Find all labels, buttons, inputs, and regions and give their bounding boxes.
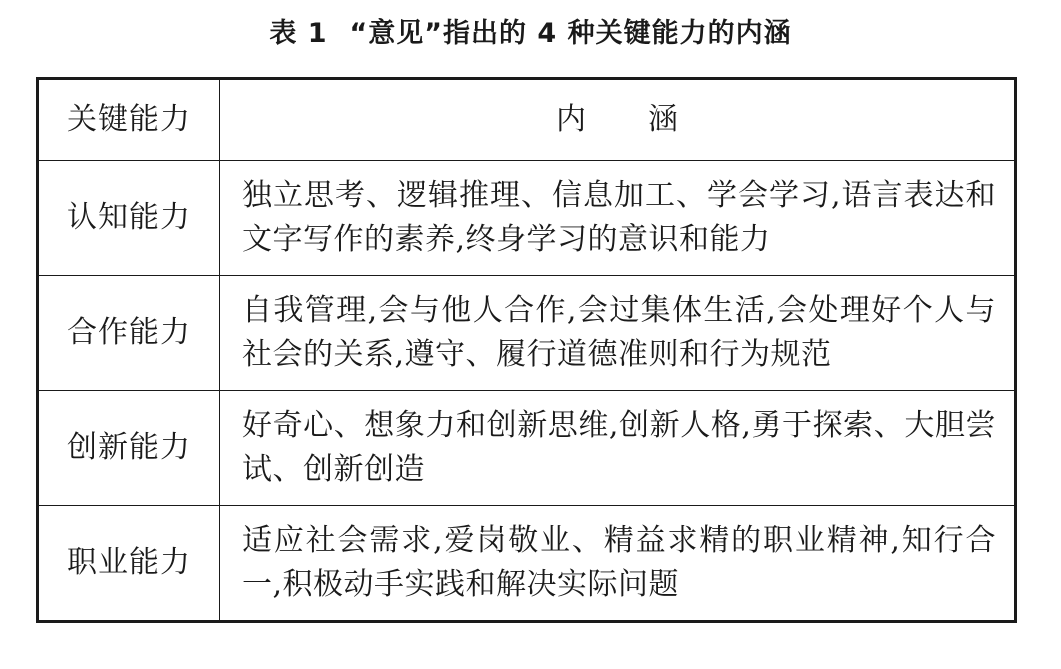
table-title: “意见”指出的 4 种关键能力的内涵 bbox=[349, 18, 792, 49]
table-row bbox=[38, 161, 1016, 276]
table-row bbox=[38, 276, 1016, 391]
ability-meaning: 独立思考、逻辑推理、信息加工、学会学习,语言表达和文字写作的素养,终身学习的意识和能力 bbox=[220, 161, 1016, 276]
ability-name: 职业能力 bbox=[38, 506, 220, 622]
ability-name: 合作能力 bbox=[38, 276, 220, 391]
ability-meaning: 自我管理,会与他人合作,会过集体生活,会处理好个人与社会的关系,遵守、履行道德准则和行为规范 bbox=[220, 276, 1016, 391]
ability-meaning: 好奇心、想象力和创新思维,创新人格,勇于探索、大胆尝试、创新创造 bbox=[220, 391, 1016, 506]
ability-meaning: 适应社会需求,爱岗敬业、精益求精的职业精神,知行合一,积极动手实践和解决实际问题 bbox=[220, 506, 1016, 622]
ability-name: 创新能力 bbox=[38, 391, 220, 506]
table-header-row bbox=[38, 79, 1016, 161]
column-header-meaning: 内涵 bbox=[220, 79, 1016, 161]
table-row bbox=[38, 391, 1016, 506]
table-row bbox=[38, 506, 1016, 622]
key-abilities-table bbox=[36, 77, 1017, 623]
table-caption bbox=[0, 14, 1061, 54]
column-header-ability: 关键能力 bbox=[38, 79, 220, 161]
ability-name: 认知能力 bbox=[38, 161, 220, 276]
table-number: 表 1 bbox=[269, 18, 328, 49]
